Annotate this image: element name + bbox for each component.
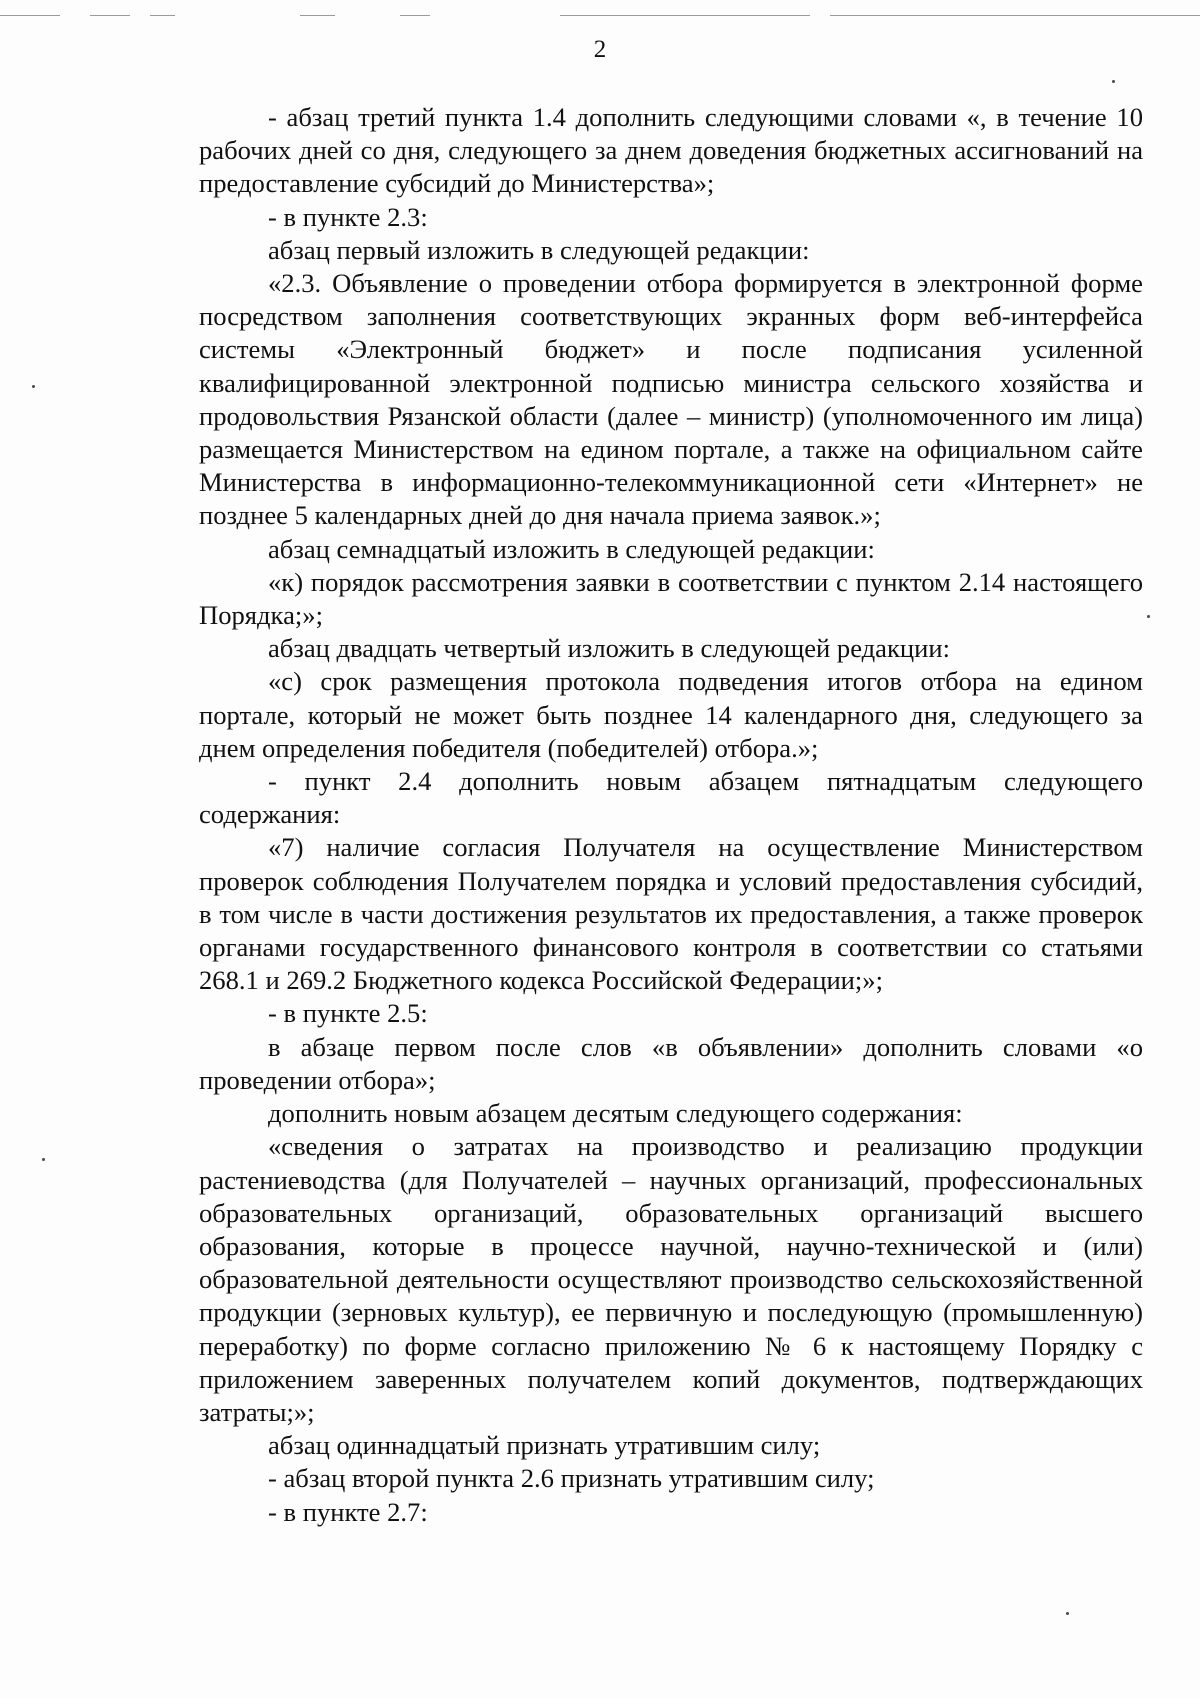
paragraph: - абзац третий пункта 1.4 дополнить следующими словами «, в течение 10 рабочих дней со дня, следующего за днем доведения бюджетных ассигнований на предоставление субсидий до Министерства»; <box>199 102 1143 199</box>
paragraph: - в пункте 2.7: <box>268 1496 428 1527</box>
paragraph: - в пункте 2.5: <box>268 998 428 1029</box>
paragraph: дополнить новым абзацем десятым следующего содержания: <box>268 1098 963 1129</box>
page-number: 2 <box>593 36 607 63</box>
paragraph: - пункт 2.4 дополнить новым абзацем пятнадцатым следующего содержания: <box>199 766 1143 830</box>
paragraph: абзац первый изложить в следующей редакции: <box>268 234 810 265</box>
scan-speck <box>1066 1612 1069 1615</box>
document-body <box>199 101 1143 1529</box>
scan-speck <box>42 1158 45 1161</box>
paragraph: «к) порядок рассмотрения заявки в соответствии с пунктом 2.14 настоящего Порядка;»; <box>199 566 1143 631</box>
scan-edge-artifact <box>0 14 1200 18</box>
paragraph: абзац одиннадцатый признать утратившим силу; <box>268 1430 821 1461</box>
scan-speck <box>1147 615 1150 618</box>
paragraph: - абзац второй пункта 2.6 признать утратившим силу; <box>268 1463 875 1494</box>
paragraph: абзац двадцать четвертый изложить в следующей редакции: <box>268 633 950 664</box>
paragraph: «с) срок размещения протокола подведения итогов отбора на едином портале, который не может быть позднее 14 календарного дня, следующего за днем определения победителя (победителей) отбора.»; <box>199 666 1143 763</box>
paragraph: - в пункте 2.3: <box>268 201 428 232</box>
paragraph: «сведения о затратах на производство и реализацию продукции растениеводства (для Получателей – научных организаций, профессиональных образовательных организаций, образовательных организаций высшего образования, которые в процессе научной, научно-технической и (или) образовательной деятельности осуществляют производство сельскохозяйственной продукции (зерновых культур), ее первичную и последующую (промышленную) переработку) по форме согласно приложению № 6 к настоящему Порядку с приложением заверенных получателем копий документов, подтверждающих затраты;»; <box>199 1131 1143 1427</box>
paragraph: «7) наличие согласия Получателя на осуществление Министерством проверок соблюдения Получателем порядка и условий предоставления субсидий, в том числе в части достижения результатов их предоставления, а также проверок органами государственного финансового контроля в соответствии со статьями 268.1 и 269.2 Бюджетного кодекса Российской Федерации;»; <box>199 832 1143 996</box>
scan-speck <box>1112 80 1115 83</box>
paragraph: в абзаце первом после слов «в объявлении» дополнить словами «о проведении отбора»; <box>199 1031 1143 1095</box>
paragraph: абзац семнадцатый изложить в следующей редакции: <box>268 533 875 564</box>
paragraph: «2.3. Объявление о проведении отбора формируется в электронной форме посредством заполнения соответствующих экранных форм веб-интерфейса системы «Электронный бюджет» и после подписания усиленной квалифицированной электронной подписью министра сельского хозяйства и продовольствия Рязанской области (далее – министр) (уполномоченного им лица) размещается Министерством на едином портале, а также на официальном сайте Министерства в информационно-телекоммуникационной сети «Интернет» не позднее 5 календарных дней до дня начала приема заявок.»; <box>199 268 1143 531</box>
scan-speck <box>32 385 35 388</box>
